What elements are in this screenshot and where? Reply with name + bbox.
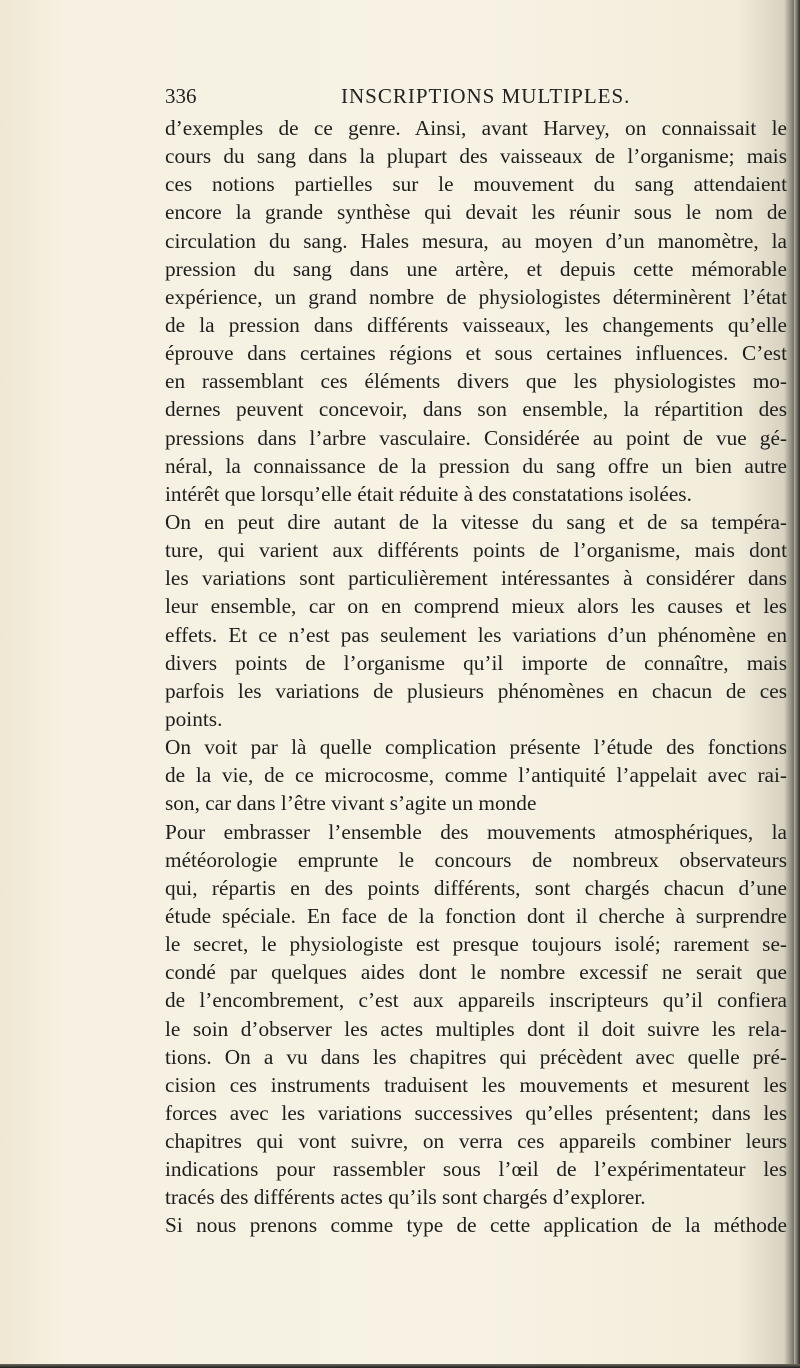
- text-line: points.: [165, 706, 223, 731]
- text-line: pression du sang dans une artère, et depuis cette mémorable: [165, 256, 787, 281]
- text-line: le secret, le physiologiste est presque toujours isolé; rarement se-: [165, 932, 787, 957]
- text-line: pressions dans l’arbre vasculaire. Considérée au point de vue gé-: [165, 425, 787, 450]
- text-line: ture, qui varient aux différents points de l’organisme, mais dont: [165, 538, 787, 563]
- text-line: chapitres qui vont suivre, on verra ces appareils combiner leurs: [165, 1129, 787, 1154]
- text-line: de la pression dans différents vaisseaux, les changements qu’elle: [165, 312, 787, 337]
- text-line: Si nous prenons comme type de cette application de la méthode: [165, 1213, 787, 1238]
- text-line: tracés des différents actes qu’ils sont chargés d’explorer.: [165, 1185, 646, 1210]
- text-line: intérêt que lorsqu’elle était réduite à des constatations isolées.: [165, 481, 692, 506]
- text-line: de l’encombrement, c’est aux appareils inscripteurs qu’il confiera: [165, 988, 787, 1013]
- text-line: parfois les variations de plusieurs phénomènes en chacun de ces: [165, 678, 787, 703]
- text-line: expérience, un grand nombre de physiologistes déterminèrent l’état: [165, 284, 787, 309]
- text-line: étude spéciale. En face de la fonction dont il cherche à surprendre: [165, 903, 787, 928]
- text-line: cours du sang dans la plupart des vaisseaux de l’organisme; mais: [165, 144, 787, 169]
- text-line: tions. On a vu dans les chapitres qui précèdent avec quelle pré-: [165, 1044, 787, 1069]
- text-line: ces notions partielles sur le mouvement du sang attendaient: [165, 172, 787, 197]
- text-line: les variations sont particulièrement intéressantes à considérer dans: [165, 566, 787, 591]
- running-title: INSCRIPTIONS MULTIPLES.: [341, 84, 631, 108]
- text-line: circulation du sang. Hales mesura, au moyen d’un manomètre, la: [165, 228, 787, 253]
- text-line: néral, la connaissance de la pression du sang offre un bien autre: [165, 453, 787, 478]
- text-line: éprouve dans certaines régions et sous certaines influences. C’est: [165, 341, 787, 366]
- text-line: leur ensemble, car on en comprend mieux alors les causes et les: [165, 594, 787, 619]
- text-line: de la vie, de ce microcosme, comme l’antiquité l’appelait avec rai-: [165, 763, 787, 788]
- text-line: effets. Et ce n’est pas seulement les variations d’un phénomène en: [165, 622, 787, 647]
- text-line: dernes peuvent concevoir, dans son ensemble, la répartition des: [165, 397, 787, 422]
- text-line: son, car dans l’être vivant s’agite un monde: [165, 791, 537, 816]
- text-line: divers points de l’organisme qu’il importe de connaître, mais: [165, 650, 787, 675]
- text-line: encore la grande synthèse qui devait les réunir sous le nom de: [165, 200, 787, 225]
- text-line: condé par quelques aides dont le nombre excessif ne serait que: [165, 960, 787, 985]
- page-number: 336: [165, 84, 197, 108]
- text-line: indications pour rassembler sous l’œil de l’expérimentateur les: [165, 1157, 787, 1182]
- text-line: Pour embrasser l’ensemble des mouvements atmosphériques, la: [165, 819, 787, 844]
- text-line: On voit par là quelle complication présente l’étude des fonctions: [165, 735, 787, 760]
- page-bottom-edge: [0, 1364, 800, 1368]
- text-line: en rassemblant ces éléments divers que les physiologistes mo-: [165, 369, 787, 394]
- text-line: qui, répartis en des points différents, sont chargés chacun d’une: [165, 875, 787, 900]
- text-line: forces avec les variations successives qu’elles présentent; dans les: [165, 1100, 787, 1125]
- body-text: [165, 114, 787, 1240]
- text-line: d’exemples de ce genre. Ainsi, avant Harvey, on connaissait le: [165, 116, 787, 140]
- page-edge-shadow: [794, 0, 800, 1368]
- text-line: météorologie emprunte le concours de nombreux observateurs: [165, 847, 787, 872]
- text-line: le soin d’observer les actes multiples dont il doit suivre les rela-: [165, 1016, 787, 1041]
- page-header: [165, 84, 787, 110]
- text-line: On en peut dire autant de la vitesse du sang et de sa tempéra-: [165, 509, 787, 534]
- text-line: cision ces instruments traduisent les mouvements et mesurent les: [165, 1072, 787, 1097]
